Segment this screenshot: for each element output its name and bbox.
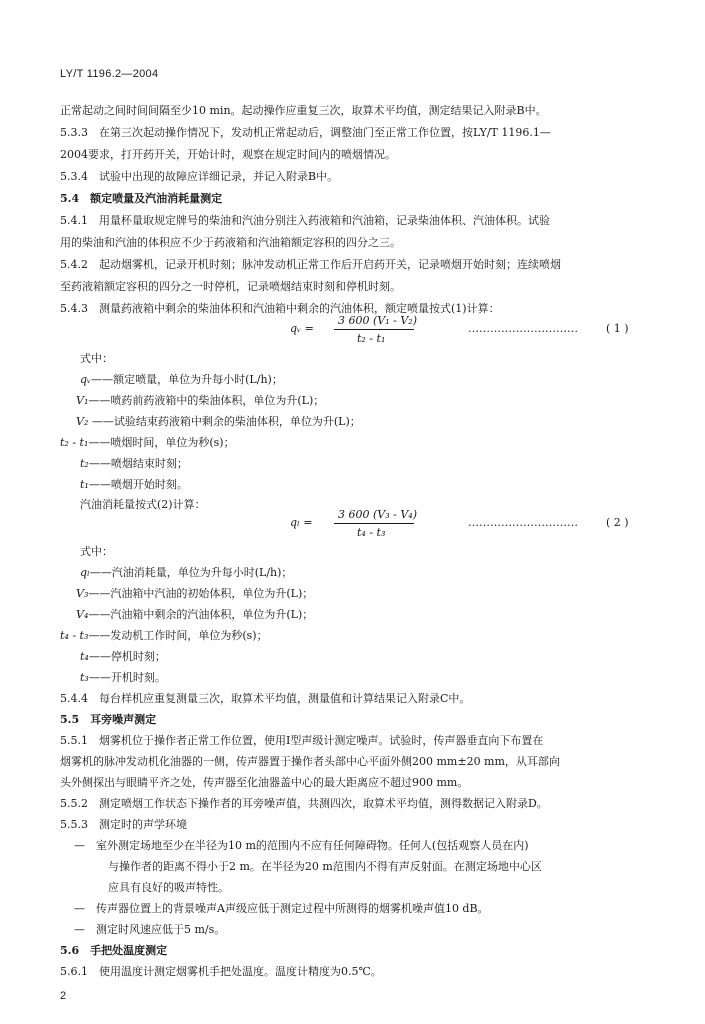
var-v1 (76, 394, 324, 408)
where-label-2: 式中： (80, 545, 113, 558)
eq1-lhs: qᵥ = (290, 322, 314, 335)
eq2-denominator: t₄ - t₃ (357, 526, 386, 539)
var-description: ——额定喷量，单位为升每小时(L/h)； (91, 373, 283, 386)
var-ql (80, 566, 292, 580)
var-symbol: qᵥ (80, 373, 92, 386)
var-v4 (76, 608, 313, 622)
var-description: ——汽油消耗量，单位为升每小时(L/h)； (89, 566, 293, 579)
clause-5-5-3: 5.5.3 测定时的声学环境 (60, 818, 187, 831)
var-symbol: t₁ (80, 478, 89, 491)
eq1-denominator: t₂ - t₁ (357, 332, 386, 345)
var-symbol: qₗ (80, 566, 90, 579)
clause-5-4-3: 5.4.3 测量药液箱中剩余的柴油体积和汽油箱中剩余的汽油体积，额定喷量按式(1)计算： (60, 302, 500, 315)
text-line: 至药液箱额定容积的四分之一时停机，记录喷烟结束时刻和停机时刻。 (60, 280, 401, 293)
var-description: ——喷药前药液箱中的柴油体积，单位为升(L)； (88, 394, 325, 407)
clause-5-4-4: 5.4.4 每台样机应重复测量三次，取算术平均值，测量值和计算结果记入附录C中。 (60, 692, 471, 705)
var-symbol: V₁ (76, 394, 89, 407)
eq1-leader-dots: ………………………… (468, 322, 578, 335)
clause-5-5-2: 5.5.2 测定喷烟工作状态下操作者的耳旁噪声值，共测四次，取算术平均值，测得数据记入附录D。 (60, 797, 548, 810)
list-item: — 室外测定场地至少在半径为10 m的范围内不应有任何障碍物。任何人(包括观察人员在内) (74, 839, 529, 852)
list-item-continued: 与操作者的距离不得小于2 m。在半径为20 m范围内不得有声反射面。在测定场地中心区 (108, 860, 542, 873)
eq2-fraction-bar (334, 523, 414, 524)
list-item: — 传声器位置上的背景噪声A声级应低于测定过程中所测得的烟雾机噪声值10 dB。 (74, 902, 489, 915)
var-symbol: V₃ (76, 587, 89, 600)
eq1-fraction-bar (334, 329, 414, 330)
clause-5-3-4: 5.3.4 试验中出现的故障应详细记录，并记入附录B中。 (60, 170, 339, 183)
var-description: ——汽油箱中剩余的汽油体积，单位为升(L)； (88, 608, 314, 621)
standard-code-header: LY/T 1196.2—2004 (60, 68, 159, 80)
clause-5-4-2: 5.4.2 起动烟雾机，记录开机时刻；脉冲发动机正常工作后开启药开关，记录喷烟开始时刻；连续喷烟 (60, 258, 561, 271)
clause-5-6-1: 5.6.1 使用温度计测定烟雾机手把处温度。温度计精度为0.5℃。 (60, 965, 382, 978)
var-v3 (76, 587, 313, 601)
var-symbol: t₂ - t₁ (60, 436, 89, 449)
page-number: 2 (60, 990, 67, 1002)
var-symbol: t₂ (80, 457, 89, 470)
clause-5-5-1: 5.5.1 烟雾机位于操作者正常工作位置，使用Ⅰ型声级计测定噪声。试验时，传声器垂直向下布置在 (60, 734, 544, 747)
var-qv (80, 373, 283, 387)
var-description: ——喷烟时间，单位为秒(s)； (88, 436, 235, 449)
var-t4-t3 (60, 629, 268, 643)
var-v2 (76, 415, 361, 429)
var-t3 (80, 671, 166, 685)
eq2-lhs: qₗ = (290, 516, 313, 529)
eq1-numerator: 3 600 (V₁ - V₂) (338, 314, 417, 327)
where-label-1: 式中： (80, 352, 113, 365)
list-item-continued: 应具有良好的吸声特性。 (108, 881, 229, 894)
var-symbol: t₄ - t₃ (60, 629, 89, 642)
var-description: ——停机时刻； (88, 650, 166, 663)
gas-consumption-intro: 汽油消耗量按式(2)计算： (80, 498, 206, 511)
section-5-6-heading: 5.6 手把处温度测定 (60, 944, 168, 957)
list-item: — 测定时风速应低于5 m/s。 (74, 923, 226, 936)
var-symbol: t₃ (80, 671, 89, 684)
var-t4 (80, 650, 166, 664)
var-t2 (80, 457, 188, 471)
eq2-number: ( 2 ) (606, 516, 629, 529)
eq2-leader-dots: ………………………… (468, 516, 578, 529)
var-symbol: V₂ (76, 415, 89, 428)
var-description: ——试验结束药液箱中剩余的柴油体积，单位为升(L)； (88, 415, 361, 428)
text-line: 正常起动之间时间间隔至少10 min。起动操作应重复三次，取算术平均值，测定结果记入附录B中。 (60, 104, 547, 117)
var-description: ——喷烟开始时刻。 (88, 478, 188, 491)
var-description: ——发动机工作时间，单位为秒(s)； (88, 629, 268, 642)
section-5-5-heading: 5.5 耳旁噪声测定 (60, 713, 157, 726)
var-description: ——汽油箱中汽油的初始体积，单位为升(L)； (88, 587, 314, 600)
text-line: 烟雾机的脉冲发动机化油器的一侧，传声器置于操作者头部中心平面外侧200 mm±20 mm，从耳部向 (60, 755, 560, 768)
var-t2-t1 (60, 436, 235, 450)
var-t1 (80, 478, 188, 492)
eq1-number: ( 1 ) (606, 322, 629, 335)
var-description: ——喷烟结束时刻； (88, 457, 188, 470)
clause-5-3-3: 5.3.3 在第三次起动操作情况下，发动机正常起动后，调整油门至正常工作位置，按LY/T 1196.1— (60, 126, 551, 139)
text-line: 头外侧探出与眼睛平齐之处，传声器至化油器盖中心的最大距离应不超过900 mm。 (60, 776, 469, 789)
var-symbol: V₄ (76, 608, 89, 621)
var-symbol: t₄ (80, 650, 89, 663)
text-line: 用的柴油和汽油的体积应不少于药液箱和汽油箱额定容积的四分之三。 (60, 236, 401, 249)
clause-5-4-1: 5.4.1 用量杯量取规定牌号的柴油和汽油分别注入药液箱和汽油箱，记录柴油体积、汽油体积。试验 (60, 214, 550, 227)
var-description: ——开机时刻。 (88, 671, 166, 684)
text-line: 2004要求，打开药开关，开始计时，观察在规定时间内的喷烟情况。 (60, 148, 396, 161)
section-5-4-heading: 5.4 额定喷量及汽油消耗量测定 (60, 192, 223, 205)
eq2-numerator: 3 600 (V₃ - V₄) (338, 508, 417, 521)
